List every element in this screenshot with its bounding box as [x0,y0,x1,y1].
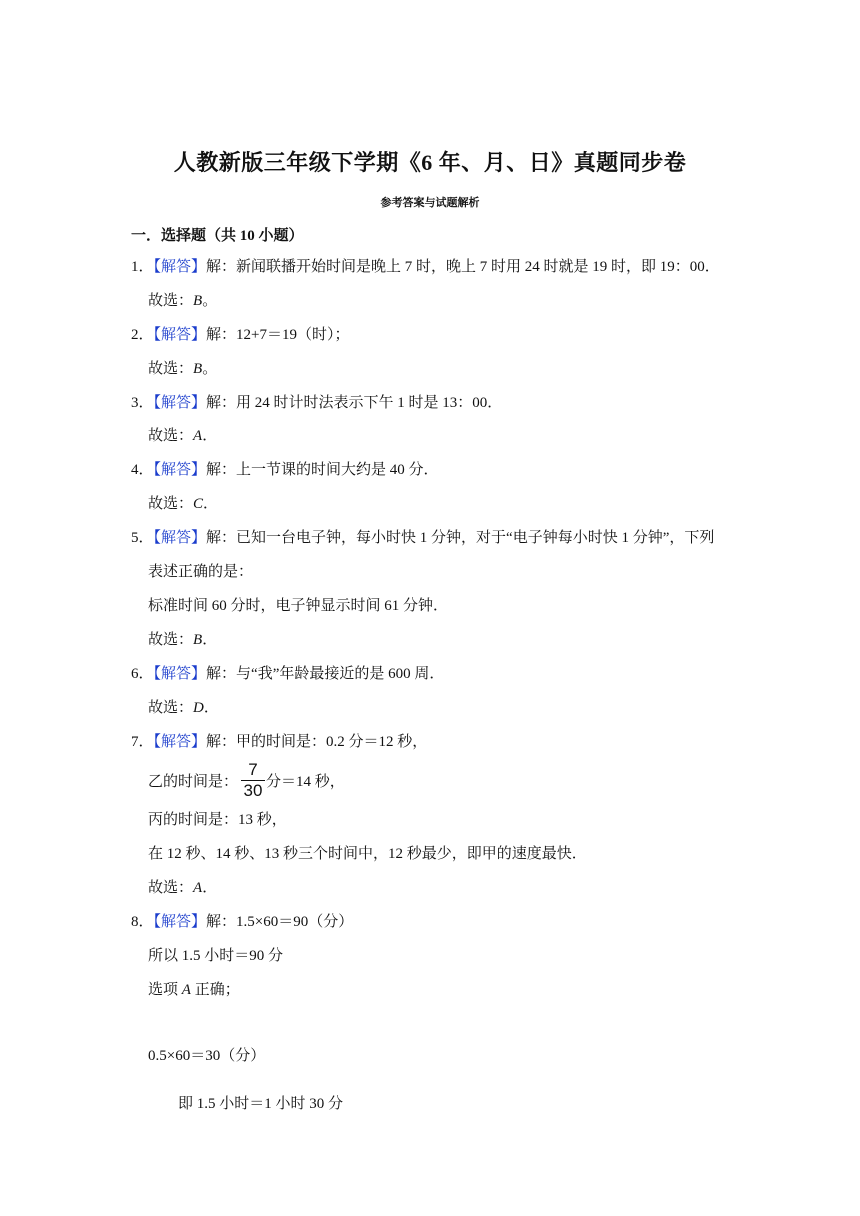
answer-choice-5: 故选：B． [148,632,218,648]
solution-tag: 【解答】 [153,530,207,546]
item-text: 解：1.5×60＝90（分） [206,914,354,930]
fraction-denominator: 30 [243,781,263,800]
answer-letter: A [193,428,203,444]
answer-letter: B [193,293,203,309]
item-number: 2． [131,327,154,343]
item-text: 解：上一节课的时间大约是 40 分． [206,462,439,478]
item-number: 8． [131,914,154,930]
solution-tag: 【解答】 [153,734,207,750]
answer-choice-6: 故选：D． [148,700,219,716]
item-number: 5． [131,530,154,546]
item-5-line-3: 标准时间 60 分时，电子钟显示时间 61 分钟． [148,598,449,614]
page-subtitle: 参考答案与试题解析 [380,197,480,209]
answer-choice-3: 故选：A． [148,428,218,444]
answer-item-2 [131,325,350,345]
item-text: 解：与“我”年龄最接近的是 600 周． [206,666,445,682]
answer-item-7 [131,732,427,752]
fraction-numerator: 7 [248,760,258,779]
item-8-line-5: 即 1.5 小时＝1 小时 30 分 [178,1096,344,1112]
answer-item-1 [131,257,720,277]
section-heading: 一．选择题（共 10 小题） [131,228,304,244]
answer-item-8 [131,912,353,932]
item-text: 解：已知一台电子钟，每小时快 1 分钟，对于“电子钟每小时快 1 分钟”，下列 [206,530,715,546]
answer-item-4 [131,460,439,480]
solution-tag: 【解答】 [153,327,207,343]
solution-tag: 【解答】 [153,395,207,411]
answer-choice-7: 故选：A． [148,880,218,896]
item-text: 解：12+7＝19（时）； [206,327,350,343]
item-7-line-4: 在 12 秒、14 秒、13 秒三个时间中，12 秒最少，即甲的速度最快． [148,846,587,862]
answer-letter: A [193,880,203,896]
fraction [241,761,265,800]
item-text: 解：甲的时间是：0.2 分＝12 秒， [206,734,428,750]
solution-tag: 【解答】 [153,259,207,275]
answer-letter: B [193,632,203,648]
answer-choice-1: 故选：B。 [148,293,218,309]
item-5-line-2: 表述正确的是： [148,564,254,580]
item-7-line-2-pre: 乙的时间是： [148,774,239,790]
solution-tag: 【解答】 [153,914,207,930]
item-8-line-3: 选项 A 正确； [148,982,240,998]
item-number: 3． [131,395,154,411]
answer-letter: D [193,700,204,716]
item-7-line-2-post: 分＝14 秒， [266,774,345,790]
item-number: 4． [131,462,154,478]
item-text: 解：新闻联播开始时间是晚上 7 时，晚上 7 时用 24 时就是 19 时，即 19：00． [206,259,720,275]
answer-choice-4: 故选：C． [148,496,219,512]
answer-choice-2: 故选：B。 [148,361,218,377]
item-7-line-3: 丙的时间是：13 秒， [148,812,287,828]
item-number: 7． [131,734,154,750]
answer-item-3 [131,393,502,413]
solution-tag: 【解答】 [153,666,207,682]
item-8-line-4: 0.5×60＝30（分） [148,1048,266,1064]
item-text: 解：用 24 时计时法表示下午 1 时是 13：00． [206,395,503,411]
item-8-line-2: 所以 1.5 小时＝90 分 [148,948,284,964]
item-number: 6． [131,666,154,682]
page-title: 人教新版三年级下学期《6 年、月、日》真题同步卷 [173,150,687,175]
solution-tag: 【解答】 [153,462,207,478]
answer-item-5 [131,528,714,548]
answer-item-6 [131,664,444,684]
answer-letter: B [193,361,203,377]
answer-letter: C [193,496,204,512]
item-number: 1． [131,259,154,275]
